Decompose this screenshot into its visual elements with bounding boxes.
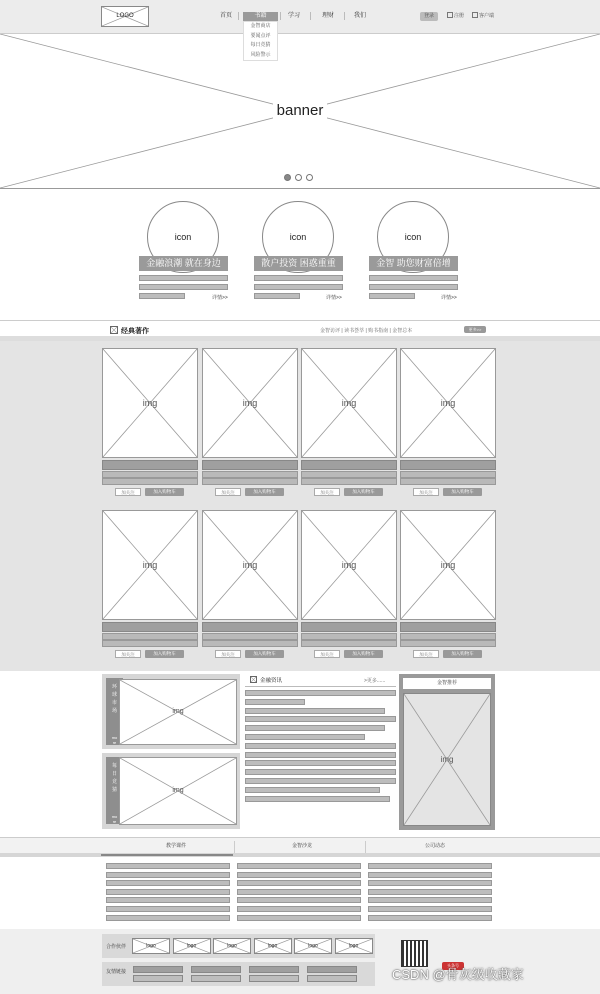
dropdown-item[interactable]: 金智商店 <box>250 23 271 29</box>
friend-link[interactable] <box>249 975 299 982</box>
feature-text-line <box>254 293 300 299</box>
product-info-bar <box>301 640 397 647</box>
watermark: CSDN @骨灰级收藏家 <box>392 967 524 982</box>
login-button[interactable]: 登录 <box>420 12 438 21</box>
product-info-bar <box>102 471 198 478</box>
friend-link[interactable] <box>307 975 357 982</box>
img-label: img <box>242 398 258 408</box>
product-info-bar <box>202 633 298 640</box>
feature-more-link[interactable]: 详情>> <box>212 295 228 301</box>
add-to-cart-button[interactable]: 加入购物车 <box>443 488 482 496</box>
classics-more-button[interactable]: 更多>> <box>464 326 486 333</box>
partner-logo-text: logo <box>227 943 237 949</box>
follow-button[interactable]: 加关注 <box>215 650 241 658</box>
partner-logo-text: logo <box>146 943 156 949</box>
client-link[interactable] <box>472 12 494 21</box>
tab-content-line[interactable] <box>106 889 230 895</box>
feature-more-link[interactable]: 详情>> <box>326 295 342 301</box>
carousel-dot[interactable] <box>295 174 302 181</box>
links-label: 友情链接 <box>106 969 127 975</box>
classics-title: 经典著作 <box>121 328 149 335</box>
carousel-dot[interactable] <box>284 174 291 181</box>
friend-link[interactable] <box>133 975 183 982</box>
img-label: img <box>440 398 456 408</box>
news-item[interactable] <box>245 752 396 758</box>
news-item[interactable] <box>245 734 365 740</box>
carousel-dot[interactable] <box>306 174 313 181</box>
add-to-cart-button[interactable]: 加入购物车 <box>245 650 284 658</box>
product-info-bar <box>301 471 397 478</box>
news-item[interactable] <box>245 690 396 696</box>
tab-content-line[interactable] <box>368 872 492 878</box>
feature-more-link[interactable]: 详情>> <box>441 295 457 301</box>
daily-quiz-image[interactable] <box>119 757 237 825</box>
partner-logo[interactable] <box>335 938 373 954</box>
news-item[interactable] <box>245 769 396 775</box>
add-to-cart-button[interactable]: 加入购物车 <box>145 650 184 658</box>
friend-link[interactable] <box>133 966 183 973</box>
feature-icon: icon <box>404 232 422 242</box>
tab-content-line[interactable] <box>368 863 492 869</box>
active-tab-indicator <box>101 854 233 856</box>
product-info-bar <box>102 478 198 485</box>
friend-link[interactable] <box>307 966 357 973</box>
tab-content-line[interactable] <box>237 897 361 903</box>
daily-quiz-more: more <box>111 814 118 824</box>
product-image[interactable] <box>202 348 298 458</box>
tab-content-line[interactable] <box>237 880 361 886</box>
client-icon <box>472 12 478 18</box>
news-title: 金融资讯 <box>260 678 283 684</box>
tab-content-line[interactable] <box>368 897 492 903</box>
dropdown-item[interactable]: 要闻点评 <box>250 32 271 39</box>
news-item[interactable] <box>245 725 385 731</box>
nav-study[interactable]: 学习 <box>287 13 300 19</box>
product-image[interactable] <box>400 510 496 620</box>
nav-divider <box>310 12 311 20</box>
product-title-bar[interactable] <box>202 460 298 470</box>
img-label: img <box>142 398 158 408</box>
tab-content-line[interactable] <box>368 906 492 912</box>
follow-button[interactable]: 加关注 <box>314 488 340 496</box>
daily-quiz-text: 每日竞猜 <box>111 763 117 793</box>
news-item[interactable] <box>245 778 396 784</box>
product-info-bar <box>102 633 198 640</box>
tab-divider <box>365 841 366 853</box>
partner-logo-text: logo <box>348 943 359 949</box>
nav-about[interactable]: 我们 <box>353 13 366 19</box>
tab-company-news[interactable]: 公司动态 <box>424 843 445 849</box>
product-grid <box>0 341 600 671</box>
feature-text-line <box>369 293 415 299</box>
feature-text-line <box>139 293 185 299</box>
tab-content-line[interactable] <box>106 897 230 903</box>
news-more-link[interactable]: >更多...... <box>364 678 386 684</box>
img-label: img <box>172 708 184 715</box>
nav-finance[interactable]: 理财 <box>321 13 334 19</box>
follow-button[interactable]: 加关注 <box>413 488 439 496</box>
follow-button[interactable]: 加关注 <box>115 650 141 658</box>
news-divider <box>245 686 396 687</box>
img-label: img <box>341 560 357 570</box>
friend-link[interactable] <box>191 966 241 973</box>
add-to-cart-button[interactable]: 加入购物车 <box>344 488 383 496</box>
feature-text-line <box>369 275 458 281</box>
news-item[interactable] <box>245 708 385 714</box>
nav-books[interactable]: 书籍 <box>243 12 278 21</box>
tab-content-line[interactable] <box>237 889 361 895</box>
product-info-bar <box>400 471 496 478</box>
product-info-bar <box>301 478 397 485</box>
nav-divider <box>238 12 239 20</box>
feature-text-line <box>139 284 228 290</box>
partner-logo[interactable] <box>173 938 211 954</box>
banner-label: banner <box>273 102 328 119</box>
product-info-bar <box>400 633 496 640</box>
tab-divider <box>234 841 235 853</box>
partners-label: 合作伙伴 <box>106 944 127 950</box>
classics-header <box>0 320 600 341</box>
dropdown-item[interactable]: 每日竞猜 <box>250 42 271 48</box>
follow-button[interactable]: 加关注 <box>413 650 439 658</box>
news-item[interactable] <box>245 787 380 793</box>
feature-text-line <box>369 284 458 290</box>
img-label: img <box>440 755 454 764</box>
product-info-bar <box>102 640 198 647</box>
recommend-title[interactable]: 金智推荐 <box>403 678 491 689</box>
feature-title[interactable]: 金融浪潮 就在身边 <box>139 256 228 271</box>
follow-button[interactable]: 加关注 <box>115 488 141 496</box>
product-info-bar <box>202 471 298 478</box>
global-market-image[interactable] <box>119 679 237 745</box>
tab-content-line[interactable] <box>237 863 361 869</box>
news-item[interactable] <box>245 743 396 749</box>
tab-content-line[interactable] <box>368 915 492 921</box>
add-to-cart-button[interactable]: 加入购物车 <box>245 488 284 496</box>
qr-code-icon <box>401 940 428 967</box>
product-info-bar <box>202 478 298 485</box>
recommend-image[interactable] <box>403 693 491 826</box>
img-label: img <box>242 560 258 570</box>
news-item[interactable] <box>245 716 396 722</box>
friend-link[interactable] <box>191 975 241 982</box>
feature-text-line <box>254 275 343 281</box>
product-title-bar[interactable] <box>301 622 397 632</box>
product-image[interactable] <box>102 348 198 458</box>
nav-divider <box>280 12 281 20</box>
logo-text: LOGO <box>116 13 134 19</box>
feature-title[interactable]: 金智 助您财富倍增 <box>369 256 458 271</box>
tab-content-line[interactable] <box>237 906 361 912</box>
product-title-bar[interactable] <box>202 622 298 632</box>
friend-link[interactable] <box>249 966 299 973</box>
dropdown-item[interactable]: 风险警示 <box>250 51 271 58</box>
feature-icon: icon <box>289 232 307 242</box>
product-info-bar <box>400 478 496 485</box>
product-image[interactable] <box>400 348 496 458</box>
register-icon <box>447 12 453 18</box>
img-label: img <box>440 560 456 570</box>
partner-logo[interactable] <box>213 938 251 954</box>
news-item[interactable] <box>245 796 390 802</box>
tab-content-line[interactable] <box>106 863 230 869</box>
img-label: img <box>142 560 158 570</box>
tab-content-line[interactable] <box>368 889 492 895</box>
follow-button[interactable]: 加关注 <box>215 488 241 496</box>
nav-home[interactable]: 首页 <box>219 13 232 19</box>
global-market-more: more <box>111 735 118 745</box>
add-to-cart-button[interactable]: 加入购物车 <box>443 650 482 658</box>
product-image[interactable] <box>102 510 198 620</box>
product-info-bar <box>202 640 298 647</box>
tab-content-line[interactable] <box>106 880 230 886</box>
add-to-cart-button[interactable]: 加入购物车 <box>145 488 184 496</box>
site-logo[interactable] <box>101 6 149 27</box>
add-to-cart-button[interactable]: 加入购物车 <box>344 650 383 658</box>
news-item[interactable] <box>245 699 305 705</box>
partner-logo-text: logo <box>186 943 197 949</box>
tab-content-line[interactable] <box>237 915 361 921</box>
feature-icon: icon <box>174 232 192 242</box>
partner-logo[interactable] <box>294 938 332 954</box>
tab-content-line[interactable] <box>106 906 230 912</box>
news-icon <box>250 676 257 683</box>
product-image[interactable] <box>202 510 298 620</box>
feature-title[interactable]: 散户投资 困惑重重 <box>254 256 343 271</box>
product-image[interactable] <box>301 348 397 458</box>
product-title-bar[interactable] <box>102 460 198 470</box>
product-image[interactable] <box>301 510 397 620</box>
img-label: img <box>341 398 357 408</box>
toutiao-badge: 头条号 <box>442 962 464 970</box>
classics-sublinks[interactable]: 金智访评 | 读书荟萃 | 购书指南 | 金智总本 <box>320 328 413 334</box>
register-label: 注册 <box>454 13 465 19</box>
product-title-bar[interactable] <box>400 460 496 470</box>
global-market-text: 环球市场 <box>111 684 117 714</box>
tab-content-line[interactable] <box>106 872 230 878</box>
client-label: 客户端 <box>479 13 495 19</box>
feature-text-line <box>139 275 228 281</box>
tab-salon[interactable]: 金智沙龙 <box>291 843 312 849</box>
img-label: img <box>172 787 184 794</box>
product-title-bar[interactable] <box>301 460 397 470</box>
nav-divider <box>344 12 345 20</box>
banner[interactable] <box>0 34 600 189</box>
product-title-bar[interactable] <box>102 622 198 632</box>
book-icon <box>110 326 118 334</box>
tab-content-line[interactable] <box>368 880 492 886</box>
partner-logo[interactable] <box>132 938 170 954</box>
follow-button[interactable]: 加关注 <box>314 650 340 658</box>
news-item[interactable] <box>245 760 396 766</box>
product-title-bar[interactable] <box>400 622 496 632</box>
tab-content-line[interactable] <box>106 915 230 921</box>
tab-courseware[interactable]: 教学课件 <box>165 843 186 849</box>
partner-logo[interactable] <box>254 938 292 954</box>
feature-text-line <box>254 284 343 290</box>
product-info-bar <box>301 633 397 640</box>
partner-logo-text: logo <box>267 943 278 949</box>
product-info-bar <box>400 640 496 647</box>
partner-logo-text: logo <box>308 943 318 949</box>
tab-content-line[interactable] <box>237 872 361 878</box>
register-link[interactable] <box>447 12 464 21</box>
